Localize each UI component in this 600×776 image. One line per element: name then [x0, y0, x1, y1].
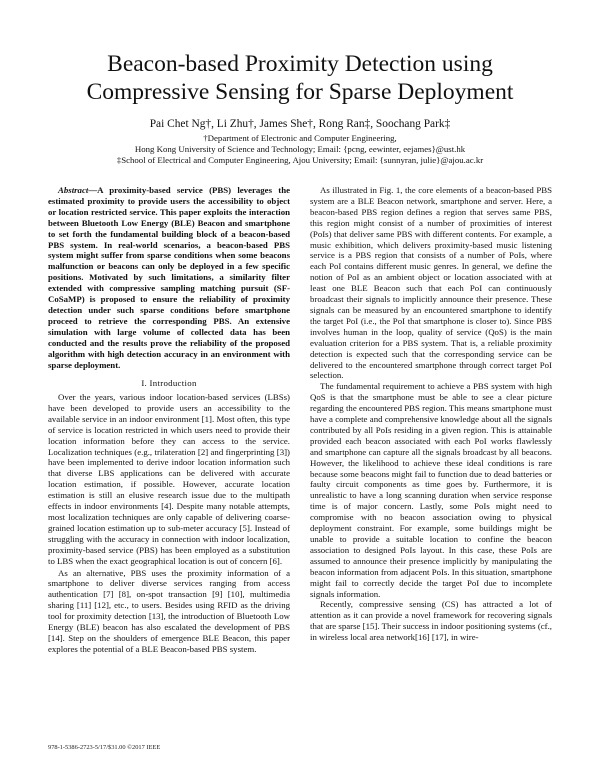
- affiliation-1-line-2: Hong Kong University of Science and Technology; Email: {pcng, eewinter, eejames}@ust.hk: [134, 144, 466, 154]
- abstract: [48, 185, 290, 370]
- right-column-body: [310, 185, 552, 643]
- abstract-lead: Abstract: [58, 185, 89, 195]
- intro-paragraph-2: As an alternative, PBS uses the proximity information of a smartphone to deliver diverse services ranging from access authentication [7] [8], on-spot transaction [9] [10], multimedia sharing [11] [12], etc., to users. Besides using RFID as the driving tool for proximity detection [13], the introduction of Bluetooth Low Energy (BLE) beacon has also escalated the development of PBS [14]. Step on the shoulders of emergence BLE Beacon, this paper explores the potential of a BLE Beacon-based PBS system.: [48, 567, 290, 654]
- right-paragraph-2: The fundamental requirement to achieve a PBS system with high QoS is that the smartphone must be able to see a clear picture regarding the encountered PBS region. This means smartphone must have a complete and comprehensive knowledge about all the signals contributed by all PoIs residing in a given region. This is attainable provided each beacon associated with each PoI works flawlessly and smartphone can capture all the signals broadcast by all beacons. However, the likelihood to achieve these ideal conditions is rare because some beacons might fail to function due to dead batteries or faulty circuit components as time goes by. Furthermore, it is unrealistic to have a long scanning duration when service response time is of major concern. Lastly, some PoIs might need to compromise with no beacon association owing to physical deployment constraint. For example, some buildings might be unable to provide a suitable location to confine the beacon association to designed PoIs layout. In this case, these PoIs are assumed to announce their presence implicitly by manipulating the beacon information from adjacent PoIs. In this situation, smartphone might fail to correctly decide the target PoI due to incomplete signals information.: [310, 381, 552, 599]
- paper-title: [40, 50, 560, 106]
- affiliation-1-line-1: †Department of Electronic and Computer Engineering,: [203, 133, 397, 143]
- copyright-footer: 978-1-5386-2723-5/17/$31.00 ©2017 IEEE: [48, 744, 161, 751]
- right-paragraph-1: As illustrated in Fig. 1, the core elements of a beacon-based PBS system are a BLE Beacon network, smartphone and server. Here, a beacon-based PBS region defines a region that serves same PBS, this region might consist of a number of proximities of interest (PoIs) that deliver same PBS with different contents. For example, a music exhibition, which delivers proximity-based music listening service is a PBS region that consists of a number of PoIs, where each PoI contains different music genres. In general, we define the notion of PoI as an ambient object or location associated with at least one BLE Beacon such that each PoI can continuously broadcast their signals to implicitly announce their presence. These signals can be measured by an encountered smartphone to identify the target PoI (i.e., the PoI that smartphone is closer to). Since PBS involves human in the loop, quality of service (QoS) is the main evaluation criterion for a PBS system. That is, a reliable proximity detection is expected such that the corresponding service can be delivered to the encountered smartphone through correct target PoI selection.: [310, 185, 552, 381]
- author-list: Pai Chet Ng†, Li Zhu†, James She†, Rong Ran‡, Soochang Park‡: [149, 118, 451, 130]
- introduction-body: [48, 392, 290, 655]
- title-line-1: Beacon-based Proximity Detection using: [107, 51, 493, 77]
- intro-paragraph-1: Over the years, various indoor location-based services (LBSs) have been developed to provide users an accessibility to the available service in an indoor environment [1]. Most often, this type of service is location restricted in which users need to provide their location information before they can access to the service. Localization techniques (e.g., trilateration [2] and fingerprinting [3]) have been implemented to derive indoor location information such that diverse LBS applications can be delivered with accurate location estimation, if possible. However, accurate location estimation is still an elusive research issue due to the multipath effects in indoor environments [4]. Despite many notable attempts, most localization techniques are only capable of delivering coarse-grained location estimation up to sub-meter accuracy [5]. Instead of struggling with the accuracy in connection with indoor localization, proximity-based service (PBS) has been employed as a substitution to LBS when the exact geographical location is out of concern [6].: [48, 392, 290, 566]
- affiliation-2: ‡School of Electrical and Computer Engineering, Ajou University; Email: {sunnyran, julie}@ajou.ac.kr: [116, 155, 484, 165]
- title-line-2: Compressive Sensing for Sparse Deployment: [86, 79, 514, 105]
- abstract-text: —A proximity-based service (PBS) leverages the estimated proximity to provide users the accessibility to object or location restricted service. This paper exploits the interaction between Bluetooth Low Energy (BLE) Beacon and smartphone to set forth the fundamental building block of a beacon-based PBS system. In real-world scenarios, a beacon-based PBS system might suffer from sparse conditions when some beacons malfunction or beacons can only be deployed in a few specific positions. Motivated by such limitations, a similarity filter extended with compressive sampling matching pursuit (SF-CoSaMP) is proposed to ensure the reliability of proximity detection under such sparse conditions before smartphone proceed to retrieve the corresponding PBS. An extensive simulation with large volume of collected data has been conducted and the results prove the reliability of the proposed algorithm with high detection accuracy in an environment with sparse deployment.: [48, 185, 290, 370]
- section-heading-introduction: I. Introduction: [141, 378, 197, 388]
- right-paragraph-3: Recently, compressive sensing (CS) has attracted a lot of attention as it can provide a novel framework for recovering signals that are sparse [15]. Their success in indoor positioning systems (cf., in wireless local area network[16] [17], in wire-: [310, 599, 552, 643]
